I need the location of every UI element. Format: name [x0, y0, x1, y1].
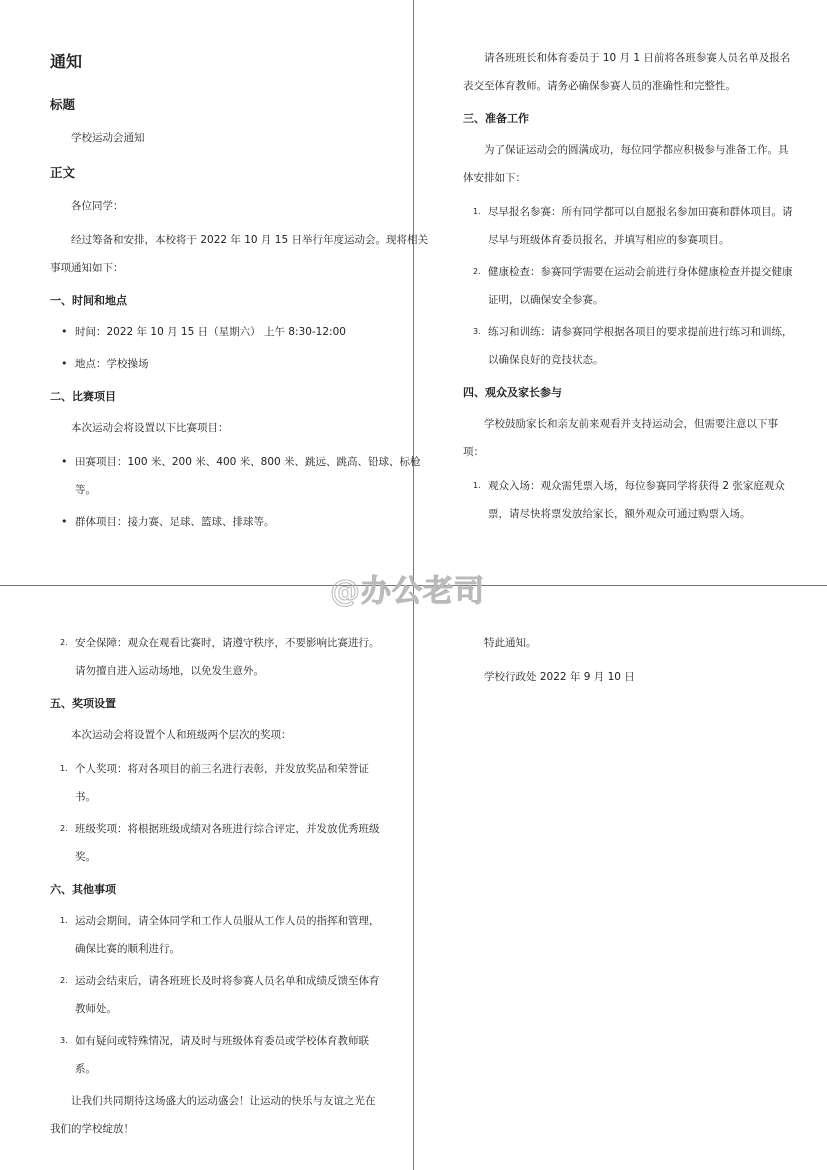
- watermark: @办公老司: [330, 574, 485, 609]
- list-item-text: 尽早报名参赛：所有同学都可以自愿报名参加田赛和群体项目。请尽早与班级体育委员报名，并填写相应的参赛项目。: [488, 206, 793, 246]
- section-title-other: 六、其他事项: [50, 883, 116, 896]
- closing-paragraph: 让我们共同期待这场盛大的运动盛会！让运动的快乐与友谊之光在我们的学校绽放！: [50, 1095, 376, 1135]
- list-item-text: 如有疑问或特殊情况，请及时与班级体育委员或学校体育教师联系。: [75, 1035, 369, 1075]
- list-number: 3.: [60, 1036, 68, 1045]
- notice-line: 特此通知。: [484, 637, 537, 649]
- list-number: 2.: [60, 638, 68, 647]
- greeting: 各位同学：: [71, 200, 124, 212]
- section-title-preparation: 三、准备工作: [463, 112, 529, 125]
- list-item: [50, 448, 430, 504]
- section-intro: 为了保证运动会的圆满成功，每位同学都应积极参与准备工作。具体安排如下：: [463, 144, 789, 184]
- list-item: [463, 472, 793, 528]
- intro-paragraph: 经过筹备和安排，本校将于 2022 年 10 月 15 日举行年度运动会。现将相关事项通知如下：: [50, 234, 428, 274]
- list-item-text: 运动会期间，请全体同学和工作人员服从工作人员的指挥和管理，确保比赛的顺利进行。: [75, 915, 380, 955]
- list-number: 1.: [473, 207, 481, 216]
- page-2: [463, 42, 793, 532]
- list-item-text: 练习和训练：请参赛同学根据各项目的要求提前进行练习和训练，以确保良好的竞技状态。: [488, 326, 793, 366]
- list-item: [50, 755, 380, 811]
- list-item: [50, 907, 380, 963]
- list-number: 2.: [60, 976, 68, 985]
- section-intro: 本次运动会将设置个人和班级两个层次的奖项：: [71, 729, 292, 741]
- list-number: 2.: [473, 267, 481, 276]
- list-item: [463, 318, 793, 374]
- list-item-text: 班级奖项：将根据班级成绩对各班进行综合评定，并发放优秀班级奖。: [75, 823, 380, 863]
- list-item: [50, 350, 430, 378]
- bullet-icon: •: [61, 357, 68, 370]
- page-4: [463, 627, 793, 697]
- list-item-text: 地点：学校操场: [75, 358, 149, 370]
- bullet-icon: •: [61, 455, 68, 468]
- registration-note: 请各班班长和体育委员于 10 月 1 日前将各班参赛人员名单及报名表交至体育教师。请务必确保参赛人员的准确性和完整性。: [463, 52, 791, 92]
- body-label: 正文: [50, 165, 76, 180]
- bullet-icon: •: [61, 325, 68, 338]
- bullet-icon: •: [61, 515, 68, 528]
- list-item: [463, 258, 793, 314]
- section-intro: 学校鼓励家长和亲友前来观看并支持运动会，但需要注意以下事项：: [463, 418, 778, 458]
- heading-label: 标题: [50, 97, 76, 112]
- page-3: [50, 627, 380, 1149]
- list-number: 3.: [473, 327, 481, 336]
- page-1: [50, 44, 430, 540]
- list-item-text: 田赛项目：100 米、200 米、400 米、800 米、跳远、跳高、铅球、标枪等。: [75, 456, 421, 496]
- list-item-text: 安全保障：观众在观看比赛时，请遵守秩序，不要影响比赛进行。请勿擅自进入运动场地，以免发生意外。: [75, 637, 380, 677]
- signature-line: 学校行政处 2022 年 9 月 10 日: [484, 671, 635, 683]
- list-item-text: 个人奖项：将对各项目的前三名进行表彰，并发放奖品和荣誉证书。: [75, 763, 369, 803]
- section-title-awards: 五、奖项设置: [50, 697, 116, 710]
- list-item: [463, 198, 793, 254]
- list-number: 2.: [60, 824, 68, 833]
- list-item: [50, 629, 380, 685]
- list-item-text: 观众入场：观众需凭票入场，每位参赛同学将获得 2 张家庭观众票，请尽快将票发放给家长，额外观众可通过购票入场。: [488, 480, 785, 520]
- list-item-text: 健康检查：参赛同学需要在运动会前进行身体健康检查并提交健康证明，以确保安全参赛。: [488, 266, 793, 306]
- section-title-events: 二、比赛项目: [50, 390, 116, 403]
- section-title-audience: 四、观众及家长参与: [463, 386, 562, 399]
- list-item: [50, 318, 430, 346]
- section-title-time-place: 一、时间和地点: [50, 294, 127, 307]
- list-item-text: 群体项目：接力赛、足球、篮球、排球等。: [75, 516, 275, 528]
- section-intro: 本次运动会将设置以下比赛项目：: [71, 422, 229, 434]
- list-number: 1.: [473, 481, 481, 490]
- list-item: [50, 1027, 380, 1083]
- list-item: [50, 508, 430, 536]
- list-number: 1.: [60, 916, 68, 925]
- heading-text: 学校运动会通知: [71, 132, 145, 144]
- document-title: 通知: [50, 52, 83, 71]
- list-item-text: 运动会结束后，请各班班长及时将参赛人员名单和成绩反馈至体育教师处。: [75, 975, 380, 1015]
- list-number: 1.: [60, 764, 68, 773]
- list-item: [50, 815, 380, 871]
- list-item: [50, 967, 380, 1023]
- list-item-text: 时间：2022 年 10 月 15 日（星期六） 上午 8:30-12:00: [75, 326, 346, 338]
